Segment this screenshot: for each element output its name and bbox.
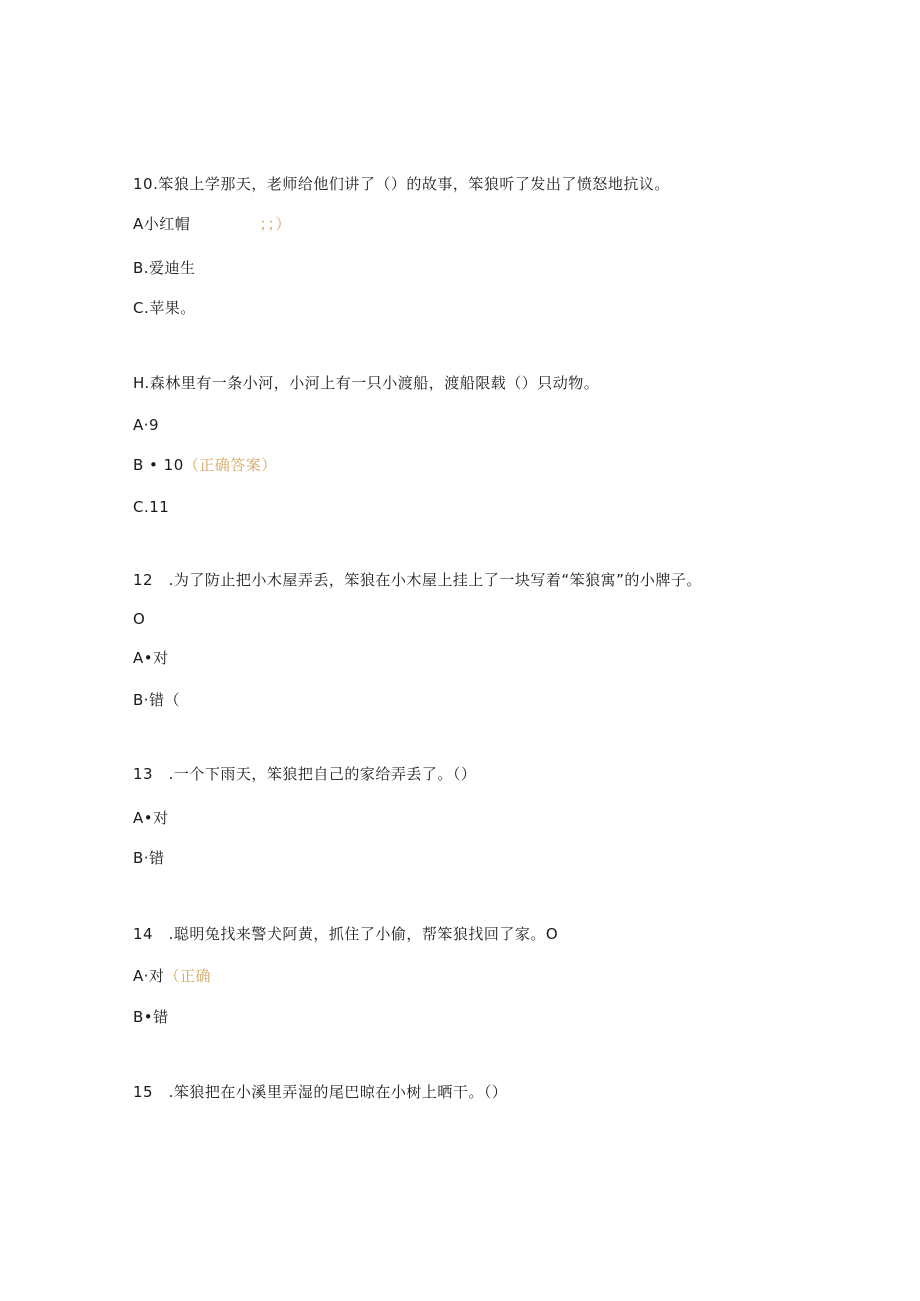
question-10-option-b: B.爱迪生 [133,259,196,277]
answer-mark: （正确 [164,967,212,985]
question-13-stem: 13 .一个下雨天，笨狼把自己的家给弄丢了。（） [133,765,477,783]
option-label: B • 10 [133,456,184,474]
question-12-option-b: B·错（ [133,691,181,709]
question-14-stem: 14 .聪明兔找来警犬阿黄，抓住了小偷，帮笨狼找回了家。O [133,925,559,943]
question-10-option-c: C.苹果。 [133,299,196,317]
question-12-stem: 12 .为了防止把小木屋弄丢，笨狼在小木屋上挂上了一块写着“笨狼寓”的小牌子。 [133,571,702,589]
question-11-option-b [133,455,277,475]
answer-mark: （正确答案） [183,456,277,474]
question-14-option-b: B•错 [133,1008,169,1026]
option-label: A·对 [133,967,165,985]
question-13-option-a: A•对 [133,809,169,827]
question-14-option-a [133,966,211,986]
option-label: A小红帽 [133,215,191,233]
question-15-stem: 15 .笨狼把在小溪里弄湿的尾巴晾在小树上晒干。（） [133,1083,508,1101]
question-12-stem-continuation: O [133,610,146,628]
question-11-option-a: A·9 [133,416,160,434]
question-11-stem: H.森林里有一条小河，小河上有一只小渡船，渡船限载（）只动物。 [133,374,600,392]
question-10-option-a [133,214,291,234]
question-11-option-c: C.11 [133,498,170,516]
question-10-stem: 10.笨狼上学那天，老师给他们讲了（）的故事，笨狼听了发出了愤怒地抗议。 [133,175,670,193]
answer-mark: ；；） [259,215,292,233]
question-13-option-b: B·错 [133,849,165,867]
question-12-option-a: A•对 [133,649,169,667]
